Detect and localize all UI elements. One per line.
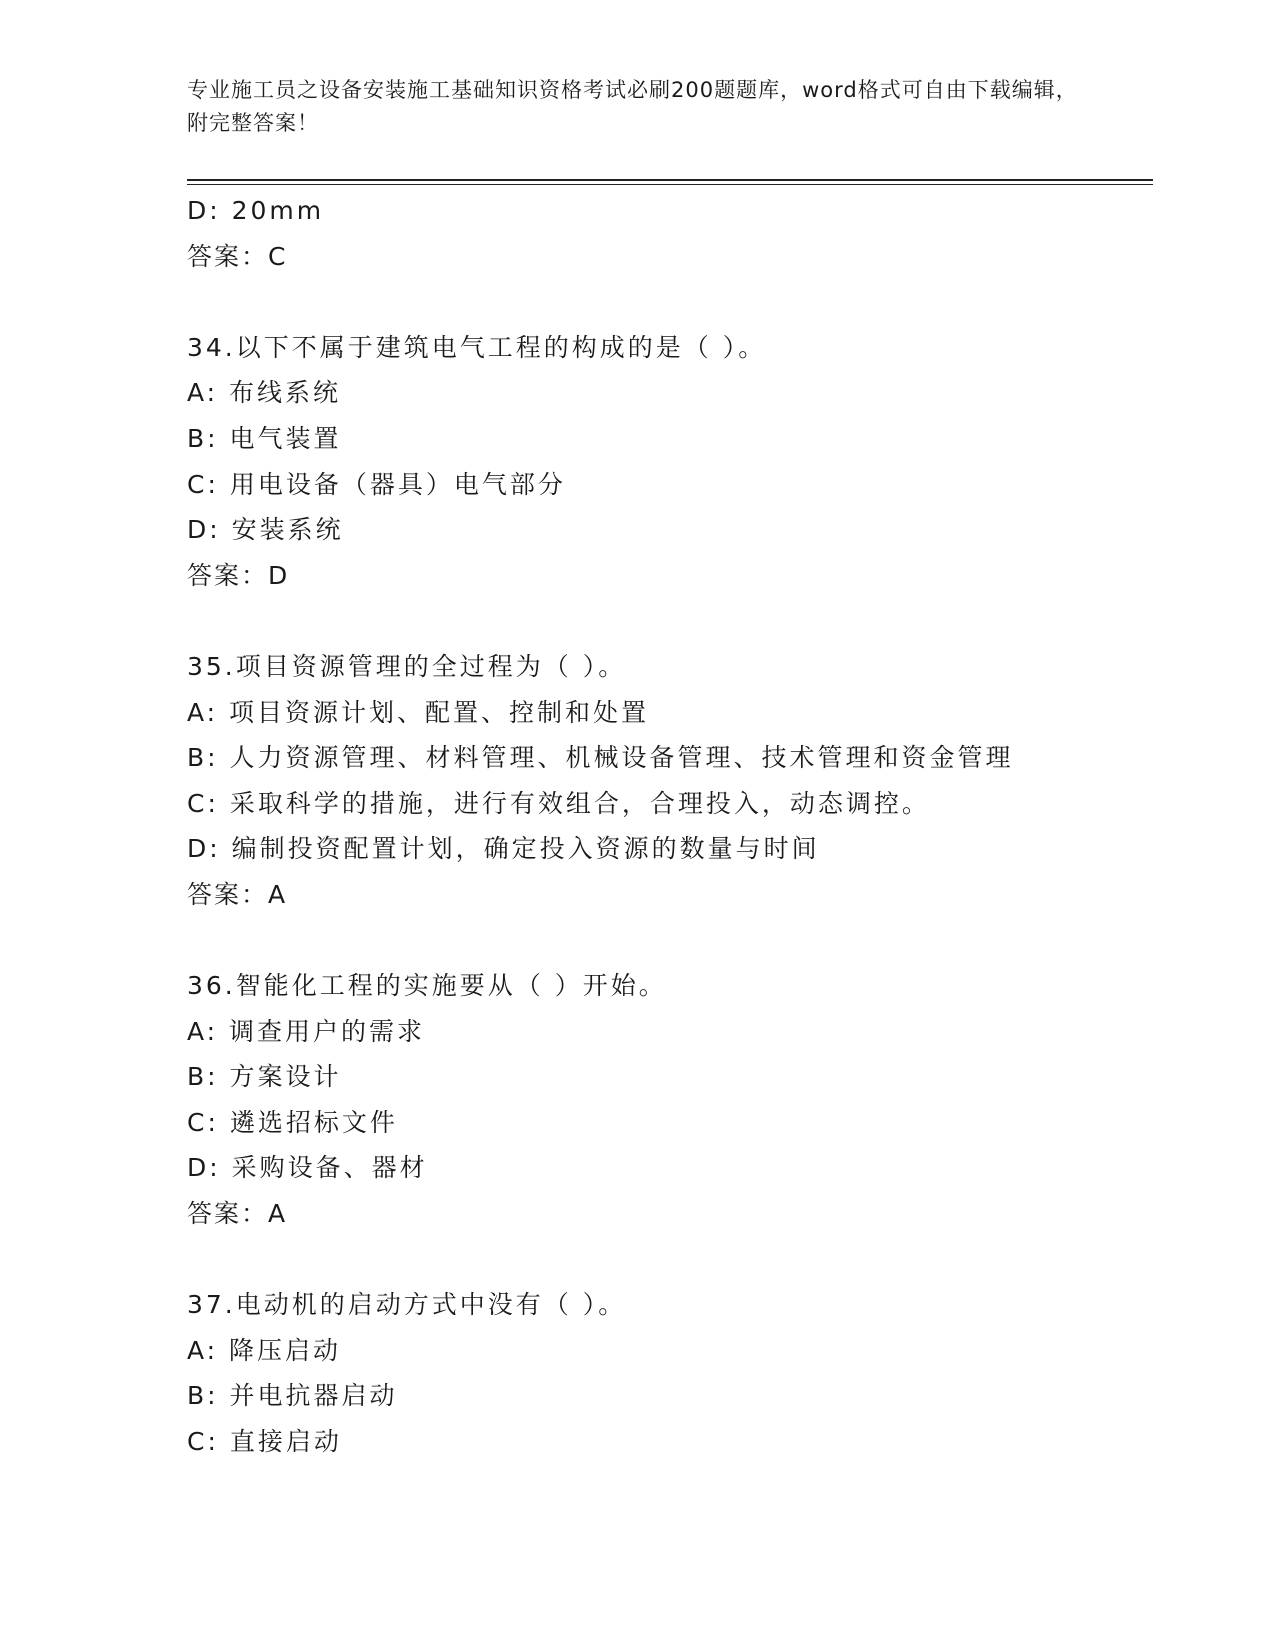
option-d: D: 安装系统: [187, 515, 344, 545]
option-b: B: 人力资源管理、材料管理、机械设备管理、技术管理和资金管理: [187, 743, 1014, 773]
question-stem: 34.以下不属于建筑电气工程的构成的是（ ）。: [187, 332, 767, 362]
answer-line: 答案：C: [187, 241, 288, 271]
spacer: [187, 918, 1147, 964]
answer-line: 答案：D: [187, 560, 290, 590]
question-stem: 35.项目资源管理的全过程为（ ）。: [187, 651, 627, 681]
header-divider: [187, 179, 1153, 185]
question-block-34: [187, 325, 1147, 599]
question-stem: 37.电动机的启动方式中没有（ ）。: [187, 1290, 627, 1320]
option-a: A: 降压启动: [187, 1335, 342, 1365]
option-d: D: 编制投资配置计划，确定投入资源的数量与时间: [187, 834, 820, 864]
option-d: D: 20mm: [187, 196, 325, 225]
option-c: C: 采取科学的措施，进行有效组合，合理投入，动态调控。: [187, 788, 930, 818]
page-header-title: 专业施工员之设备安装施工基础知识资格考试必刷200题题库，word格式可自由下载编辑，附完整答案！: [187, 78, 1078, 135]
question-block-35: [187, 644, 1147, 918]
option-a: A: 布线系统: [187, 378, 342, 408]
option-c: C: 直接启动: [187, 1427, 342, 1457]
question-block-37: [187, 1282, 1147, 1464]
option-a: A: 调查用户的需求: [187, 1016, 426, 1046]
spacer: [187, 279, 1147, 325]
option-b: B: 方案设计: [187, 1062, 342, 1092]
option-b: B: 电气装置: [187, 423, 342, 453]
question-block-36: [187, 963, 1147, 1237]
option-d: D: 采购设备、器材: [187, 1153, 428, 1183]
option-b: B: 并电抗器启动: [187, 1381, 398, 1411]
answer-line: 答案：A: [187, 1199, 288, 1229]
question-stem: 36.智能化工程的实施要从（ ）开始。: [187, 971, 667, 1001]
option-a: A: 项目资源计划、配置、控制和处置: [187, 697, 650, 727]
answer-line: 答案：A: [187, 879, 288, 909]
spacer: [187, 598, 1147, 644]
spacer: [187, 1237, 1147, 1283]
option-c: C: 遴选招标文件: [187, 1107, 398, 1137]
question-content: [187, 188, 1147, 1465]
option-c: C: 用电设备（器具）电气部分: [187, 469, 566, 499]
